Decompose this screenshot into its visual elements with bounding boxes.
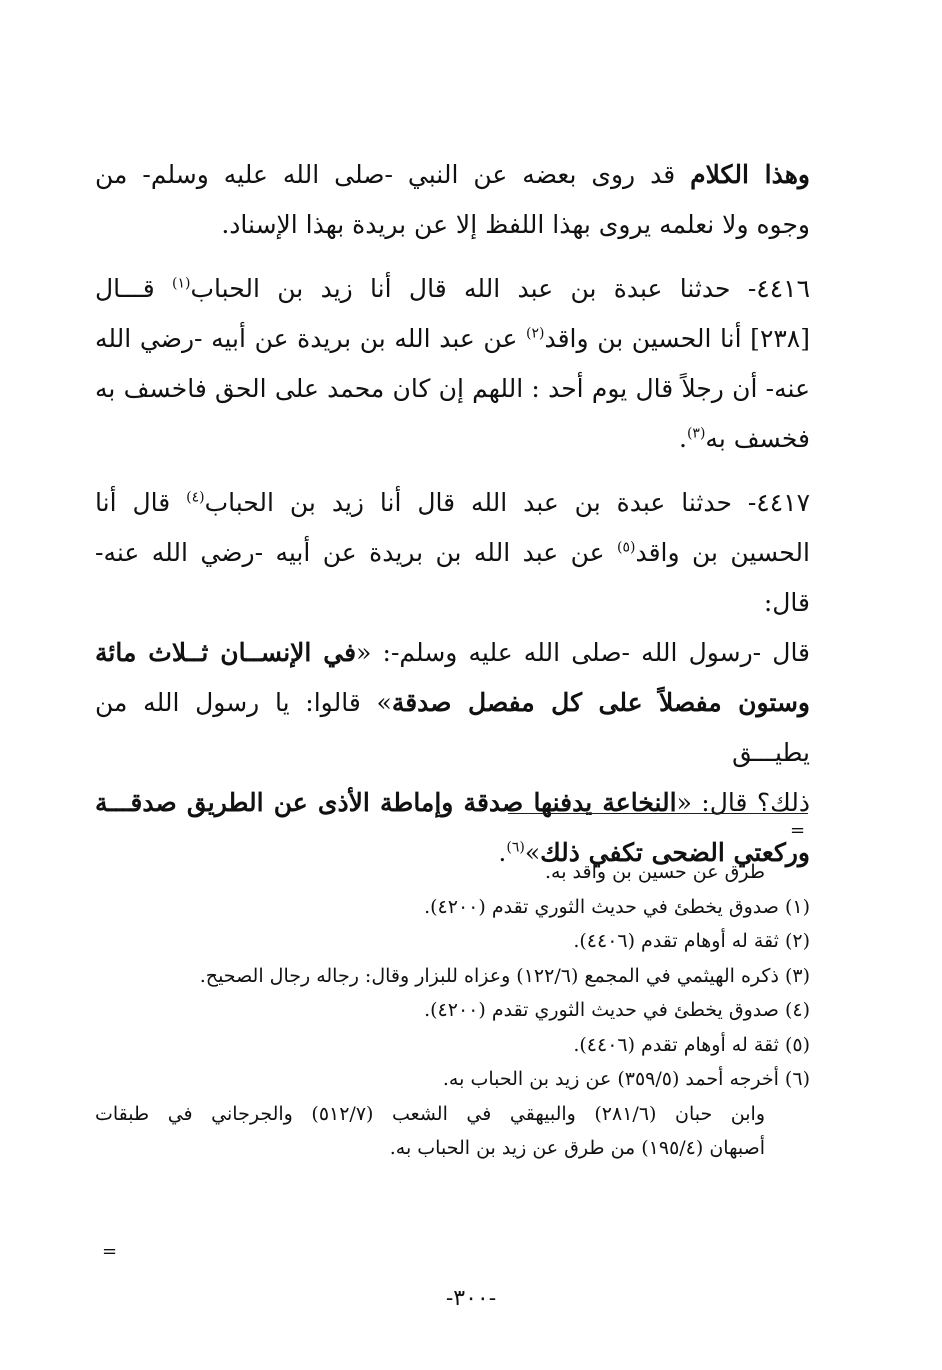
footnote-ref: (٦): [506, 839, 525, 856]
text-segment: قال أنا: [95, 488, 187, 517]
text-segment: .: [498, 838, 507, 867]
text-line: [95, 628, 810, 678]
page-number: -٣٠٠-: [445, 1286, 497, 1311]
text-line: [95, 414, 810, 464]
footnote: (٤) صدوق يخطئ في حديث الثوري تقدم (٤٢٠٠).: [424, 999, 810, 1021]
footnote: (١) صدوق يخطئ في حديث الثوري تقدم (٤٢٠٠).: [424, 895, 810, 918]
text-line: [95, 150, 810, 200]
footnote-ref: (٤): [186, 489, 205, 506]
text-segment: فخسف به: [705, 424, 810, 453]
footnote: أصبهان (١٩٥/٤) من طرق عن زيد بن الحباب به.: [389, 1137, 765, 1159]
text-segment: ٤٤١٧- حدثنا عبدة بن عبد الله قال أنا زيد بن الحباب: [204, 488, 810, 517]
text-segment: قد روى بعضه عن النبي -صلى الله عليه وسلم- من: [95, 160, 691, 189]
bold-text: وستون مفصلاً على كل مفصل صدقة: [391, 688, 810, 717]
text-segment: ٤٤١٦- حدثنا عبدة بن عبد الله قال أنا زيد بن الحباب: [190, 274, 810, 303]
text-segment: ذلك؟ قال: «: [676, 788, 810, 817]
footnote-ref: (٥): [616, 539, 636, 556]
footnote-ref: (٣): [686, 425, 706, 442]
paragraph: [95, 150, 810, 250]
main-text: [95, 150, 810, 878]
footnote-ref: (١): [172, 275, 191, 292]
text-line: [95, 778, 810, 828]
footnote: (٢) ثقة له أوهام تقدم (٤٤٠٦).: [573, 930, 810, 952]
bold-text: في الإنســان ثــلاث مائة: [95, 638, 357, 667]
footnote: (٦) أخرجه أحمد (٣٥٩/٥) عن زيد بن الحباب به.: [442, 1068, 810, 1090]
text-line: [95, 264, 810, 314]
footnote: طرق عن حسين بن واقد به.: [544, 861, 765, 883]
text-segment: عن عبد الله بن بريدة عن أبيه -رضي الله عنه- قال:: [95, 538, 810, 617]
text-line: [95, 200, 810, 250]
footnote: (٥) ثقة له أوهام تقدم (٤٤٠٦).: [573, 1033, 810, 1056]
text-segment: وجوه ولا نعلمه يروى بهذا اللفظ إلا عن بريدة بهذا الإسناد.: [221, 210, 810, 239]
paragraph: [95, 478, 810, 878]
text-line: [95, 478, 810, 528]
text-segment: .: [679, 424, 687, 453]
text-segment: الحسين بن واقد: [635, 538, 810, 567]
text-line: [95, 528, 810, 628]
paragraph: [95, 264, 810, 464]
footnote-ref: (٢): [526, 325, 545, 342]
text-line: [95, 314, 810, 364]
text-segment: » قالوا: يا رسول الله من يطيـــق: [95, 688, 810, 767]
text-line: [95, 678, 810, 778]
text-segment: [٢٣٨] أنا الحسين بن واقد: [544, 324, 810, 353]
bold-text: وركعتي الضحى تكفي ذلك: [540, 838, 810, 867]
footnote: (٣) ذكره الهيثمي في المجمع (١٢٢/٦) وعزاه للبزار وقال: رجاله رجال الصحيح.: [199, 964, 810, 987]
footnotes: [95, 855, 810, 1166]
footnote: وابن حبان (٢٨١/٦) والبيهقي في الشعب (٥١٢/٧) والجرجاني في طبقات: [95, 1102, 765, 1125]
text-segment: عن عبد الله بن بريدة عن أبيه -رضي الله: [95, 324, 526, 353]
footnote-separator: [508, 813, 808, 814]
text-segment: عنه- أن رجلاً قال يوم أحد : اللهم إن كان محمد على الحق فاخسف به: [95, 374, 810, 403]
text-segment: »: [524, 838, 541, 867]
bold-text: النخاعة يدفنها صدقة وإماطة الأذى عن الطريق صدقـــة: [95, 788, 677, 817]
continuation-mark-top: =: [790, 820, 806, 841]
continuation-mark-bottom: =: [102, 1241, 118, 1262]
text-line: [95, 364, 810, 414]
text-segment: قال -رسول الله -صلى الله عليه وسلم-: «: [356, 638, 811, 667]
bold-text: وهذا الكلام: [690, 160, 810, 189]
text-segment: قـــال: [95, 274, 173, 303]
